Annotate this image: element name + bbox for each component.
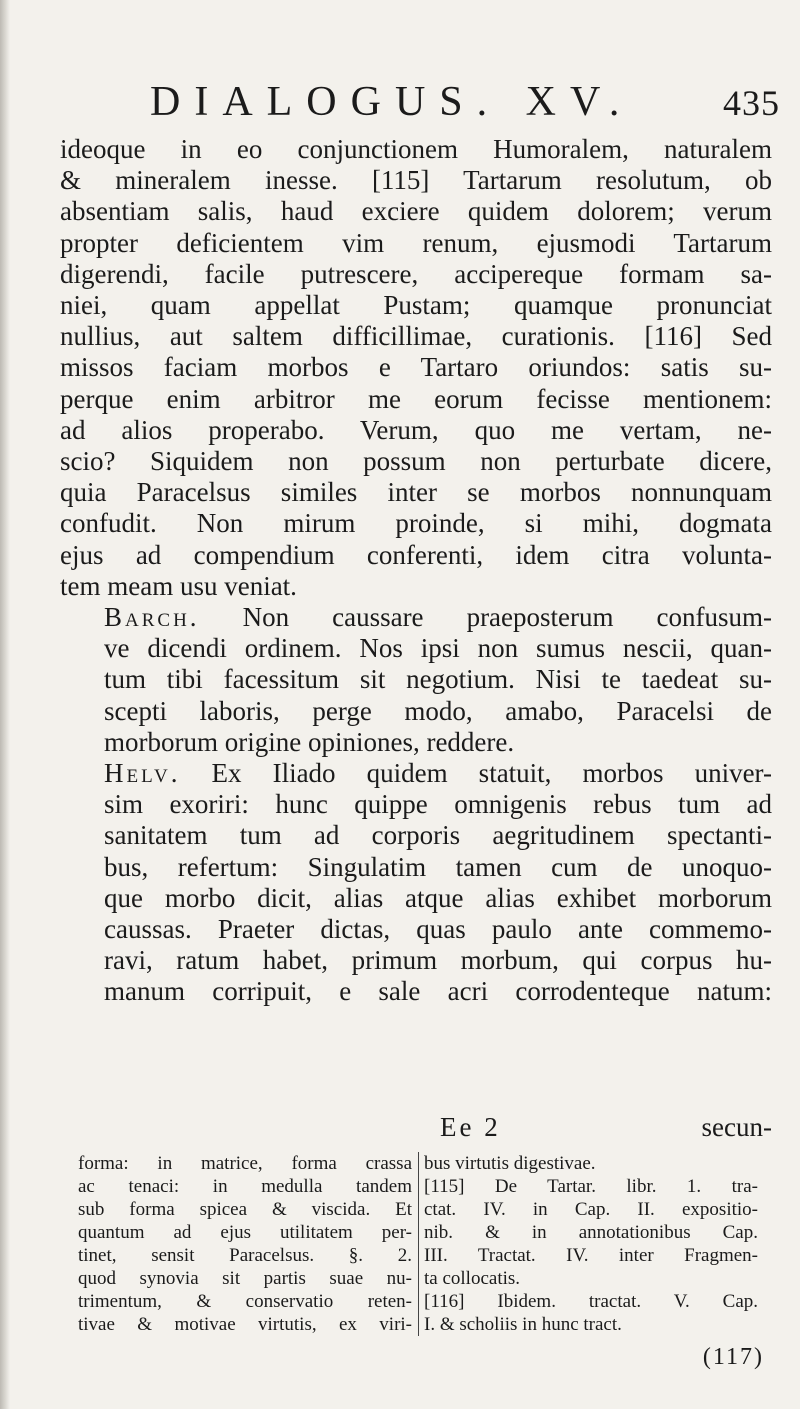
- text-line-with-speaker: [60, 602, 772, 633]
- footnote-line: [115] De Tartar. libr. 1. tra-: [424, 1176, 758, 1197]
- sheet-marker: (117): [702, 1344, 764, 1370]
- footnote-line: [116] Ibidem. tractat. V. Cap.: [424, 1291, 758, 1312]
- paragraph-1: [60, 134, 772, 602]
- page-gutter-shadow: [0, 0, 10, 1409]
- text-line: propter deficientem vim renum, ejusmodi Tartarum: [60, 227, 772, 258]
- signature-row: [60, 1112, 772, 1146]
- footnote-line: quantum ad ejus utilitatem per-: [78, 1222, 412, 1243]
- footnote-line: trimentum, & conservatio reten-: [78, 1291, 412, 1312]
- text-line: ideoque in eo conjunctionem Humoralem, naturalem: [60, 134, 772, 164]
- page-number: 435: [723, 83, 780, 123]
- running-head: [150, 78, 780, 128]
- text-line: quia Paracelsus similes inter se morbos nonnunquam: [60, 477, 772, 508]
- footnote-line: forma: in matrice, forma crassa: [78, 1153, 412, 1174]
- text-line: confudit. Non mirum proinde, si mihi, dogmata: [60, 508, 772, 539]
- text-line: que morbo dicit, alias atque alias exhibet morborum: [104, 882, 772, 913]
- text-line: manum corripuit, e sale acri corrodenteque natum:: [104, 976, 772, 1007]
- paragraph-3: [60, 758, 772, 1008]
- text-line: tem meam usu veniat.: [60, 570, 297, 601]
- speaker-name: Barch.: [104, 602, 200, 633]
- text-line: sim exoriri: hunc quippe omnigenis rebus tum ad: [104, 789, 772, 820]
- text-line: sanitatem tum ad corporis aegritudinem spectanti-: [104, 820, 772, 851]
- text-line: scepti laboris, perge modo, amabo, Paracelsi de: [104, 695, 772, 726]
- footnotes-right-column: [424, 1152, 758, 1336]
- footnote-line: III. Tractat. IV. inter Fragmen-: [424, 1245, 758, 1266]
- footnote-line: quod synovia sit partis suae nu-: [78, 1268, 412, 1289]
- text-line: bus, refertum: Singulatim tamen cum de unoquo-: [104, 851, 772, 882]
- text-line-with-speaker: [60, 758, 772, 789]
- footnotes-left-column: [78, 1152, 419, 1336]
- footnote-line: ta collocatis.: [424, 1268, 521, 1289]
- text-line: niei, quam appellat Pustam; quamque pronunciat: [60, 290, 772, 321]
- text-line: ve dicendi ordinem. Nos ipsi non sumus nescii, quan-: [104, 633, 772, 664]
- text-line: ejus ad compendium conferenti, idem citra volunta-: [60, 539, 772, 570]
- text-line: tum tibi facessitum sit negotium. Nisi te taedeat su-: [104, 664, 772, 695]
- text-line: perque enim arbitror me eorum fecisse mentionem:: [60, 383, 772, 414]
- gathering-signature: Ee 2: [440, 1112, 501, 1142]
- text-line: & mineralem inesse. [115] Tartarum resolutum, ob: [60, 165, 772, 196]
- speaker-name: Helv.: [104, 758, 181, 789]
- main-text: [60, 134, 772, 1008]
- text-fragment: Ex Iliado quidem statuit, morbos univer-: [211, 758, 772, 789]
- footnote-line: bus virtutis digestivae.: [424, 1153, 596, 1174]
- footnote-line: I. & scholiis in hunc tract.: [424, 1314, 622, 1335]
- text-line: missos faciam morbos e Tartaro oriundos: satis su-: [60, 352, 772, 383]
- text-line: scio? Siquidem non possum non perturbate dicere,: [60, 446, 772, 477]
- text-line: ravi, ratum habet, primum morbum, qui corpus hu-: [104, 945, 772, 976]
- paragraph-2: [60, 602, 772, 758]
- footnote-line: sub forma spicea & viscida. Et: [78, 1199, 412, 1220]
- running-head-title: DIALOGUS. XV.: [150, 79, 634, 125]
- text-fragment: Non caussare praeposterum confusum-: [242, 602, 773, 633]
- text-line: ad alios properabo. Verum, quo me vertam, ne-: [60, 414, 772, 445]
- footnote-line: nib. & in annotationibus Cap.: [424, 1222, 758, 1243]
- text-line: digerendi, facile putrescere, accipereque formam sa-: [60, 258, 772, 289]
- text-line: nullius, aut saltem difficillimae, curationis. [116] Sed: [60, 321, 772, 352]
- footnote-line: tinet, sensit Paracelsus. §. 2.: [78, 1245, 412, 1266]
- footnote-line: ac tenaci: in medulla tandem: [78, 1176, 412, 1197]
- text-line: caussas. Praeter dictas, quas paulo ante commemo-: [104, 914, 772, 945]
- text-line: morborum origine opiniones, reddere.: [104, 726, 515, 757]
- catchword: secun-: [701, 1112, 772, 1142]
- text-line: absentiam salis, haud exciere quidem dolorem; verum: [60, 196, 772, 227]
- footnotes: [78, 1152, 770, 1352]
- footnote-line: tivae & motivae virtutis, ex viri-: [78, 1314, 412, 1335]
- footnote-line: ctat. IV. in Cap. II. expositio-: [424, 1199, 758, 1220]
